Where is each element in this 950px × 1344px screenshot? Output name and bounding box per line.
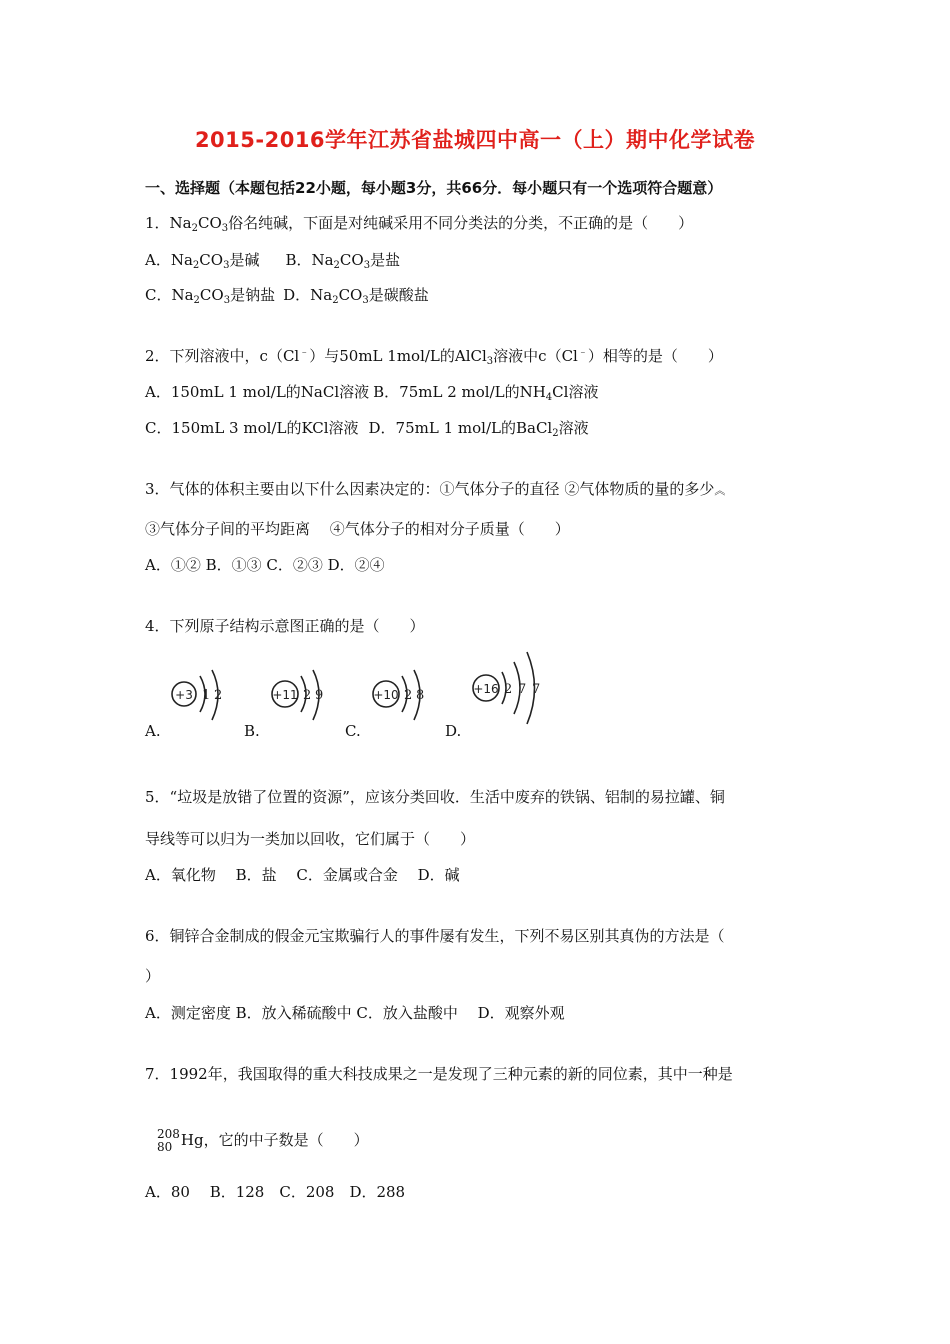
option-d: D．75mL 1 mol/L的BaCl$_2$溶液 [368, 419, 589, 439]
question-3-line-2: ③气体分子间的平均距离 ④气体分子的相对分子质量（ ） [145, 520, 570, 538]
question-7-options: A．80 B．128 C．208 D．288 [145, 1183, 406, 1201]
isotope-notation: 208 80 [157, 1127, 180, 1154]
question-2: 2．下列溶液中，c（Cl﹣）与50mL 1mol/L的AlCl$_3$溶液中c（Cl﹣）相等的是（ ） [145, 347, 723, 367]
option-b: B．75mL 2 mol/L的$NH_4Cl$溶液 [373, 383, 599, 403]
section-heading: 一、选择题（本题包括22小题，每小题3分，共66分．每小题只有一个选项符合题意） [145, 179, 723, 197]
question-2-options-cd [145, 418, 589, 438]
svg-text:+11: +11 [272, 688, 298, 702]
svg-text:7: 7 [518, 682, 527, 697]
option-a: A．$Na_2CO_3$是碱 [145, 251, 260, 271]
svg-text:9: 9 [315, 688, 324, 703]
option-a: A．150mL 1 mol/L的NaCl溶液 [145, 383, 370, 401]
option-c: C．150mL 3 mol/L的KCl溶液 [145, 419, 359, 437]
atom-diagram-d [468, 640, 558, 730]
atom-diagram-c [368, 648, 438, 738]
option-c: C．$Na_2CO_3$是钠盐 [145, 286, 276, 306]
svg-text:+3: +3 [175, 688, 193, 702]
question-3-line-1: 3．气体的体积主要由以下什么因素决定的：①气体分子的直径 ②气体物质的量的多少︽ [145, 480, 726, 498]
svg-text:8: 8 [416, 688, 425, 703]
question-5-options: A．氧化物 B．盐 C．金属或合金 D．碱 [145, 866, 460, 884]
page-title: 2015-2016学年江苏省盐城四中高一（上）期中化学试卷 [194, 128, 756, 152]
question-2-options-ab [145, 382, 598, 402]
question-4: 4．下列原子结构示意图正确的是（ ） [145, 617, 425, 635]
option-d-label: D. [445, 722, 462, 740]
question-3-options: A．①② B．①③ C．②③ D．②④ [145, 556, 385, 574]
svg-text:1: 1 [202, 688, 211, 703]
svg-text:+10: +10 [373, 688, 399, 702]
svg-text:2: 2 [214, 688, 223, 703]
option-b: B．$Na_2CO_3$是盐 [285, 251, 401, 271]
option-a-label: A. [145, 722, 161, 740]
question-6-line-1: 6．铜锌合金制成的假金元宝欺骗行人的事件屡有发生，下列不易区别其真伪的方法是（ [145, 927, 725, 945]
atom-diagram-b [267, 648, 337, 738]
question-6-line-2: ） [145, 967, 161, 985]
svg-text:2: 2 [404, 688, 413, 703]
question-5-line-2: 导线等可以归为一类加以回收，它们属于（ ） [145, 830, 476, 848]
question-6-options: A．测定密度 B．放入稀硫酸中 C．放入盐酸中 D．观察外观 [145, 1004, 565, 1022]
question-7-line-2: 208 80 Hg，它的中子数是（ ） [157, 1127, 369, 1154]
svg-text:2: 2 [303, 688, 312, 703]
question-5-line-1: 5．“垃圾是放错了位置的资源”，应该分类回收．生活中废弃的铁锅、铝制的易拉罐、铜 [145, 788, 725, 806]
option-c-label: C. [345, 722, 361, 740]
option-d: D．$Na_2CO_3$是碳酸盐 [283, 286, 429, 306]
atom-diagram-a [166, 648, 236, 738]
question-1-options-cd [145, 285, 429, 305]
svg-text:7: 7 [532, 682, 541, 697]
question-7-line-1: 7．1992年，我国取得的重大科技成果之一是发现了三种元素的新的同位素，其中一种是 [145, 1065, 733, 1083]
question-1: 1．$Na_2CO_3$俗名纯碱，下面是对纯碱采用不同分类法的分类，不正确的是（ ） [145, 214, 694, 234]
svg-text:+16: +16 [473, 682, 499, 696]
option-b-label: B. [244, 722, 260, 740]
question-1-options-ab [145, 250, 400, 270]
svg-text:2: 2 [504, 682, 513, 697]
